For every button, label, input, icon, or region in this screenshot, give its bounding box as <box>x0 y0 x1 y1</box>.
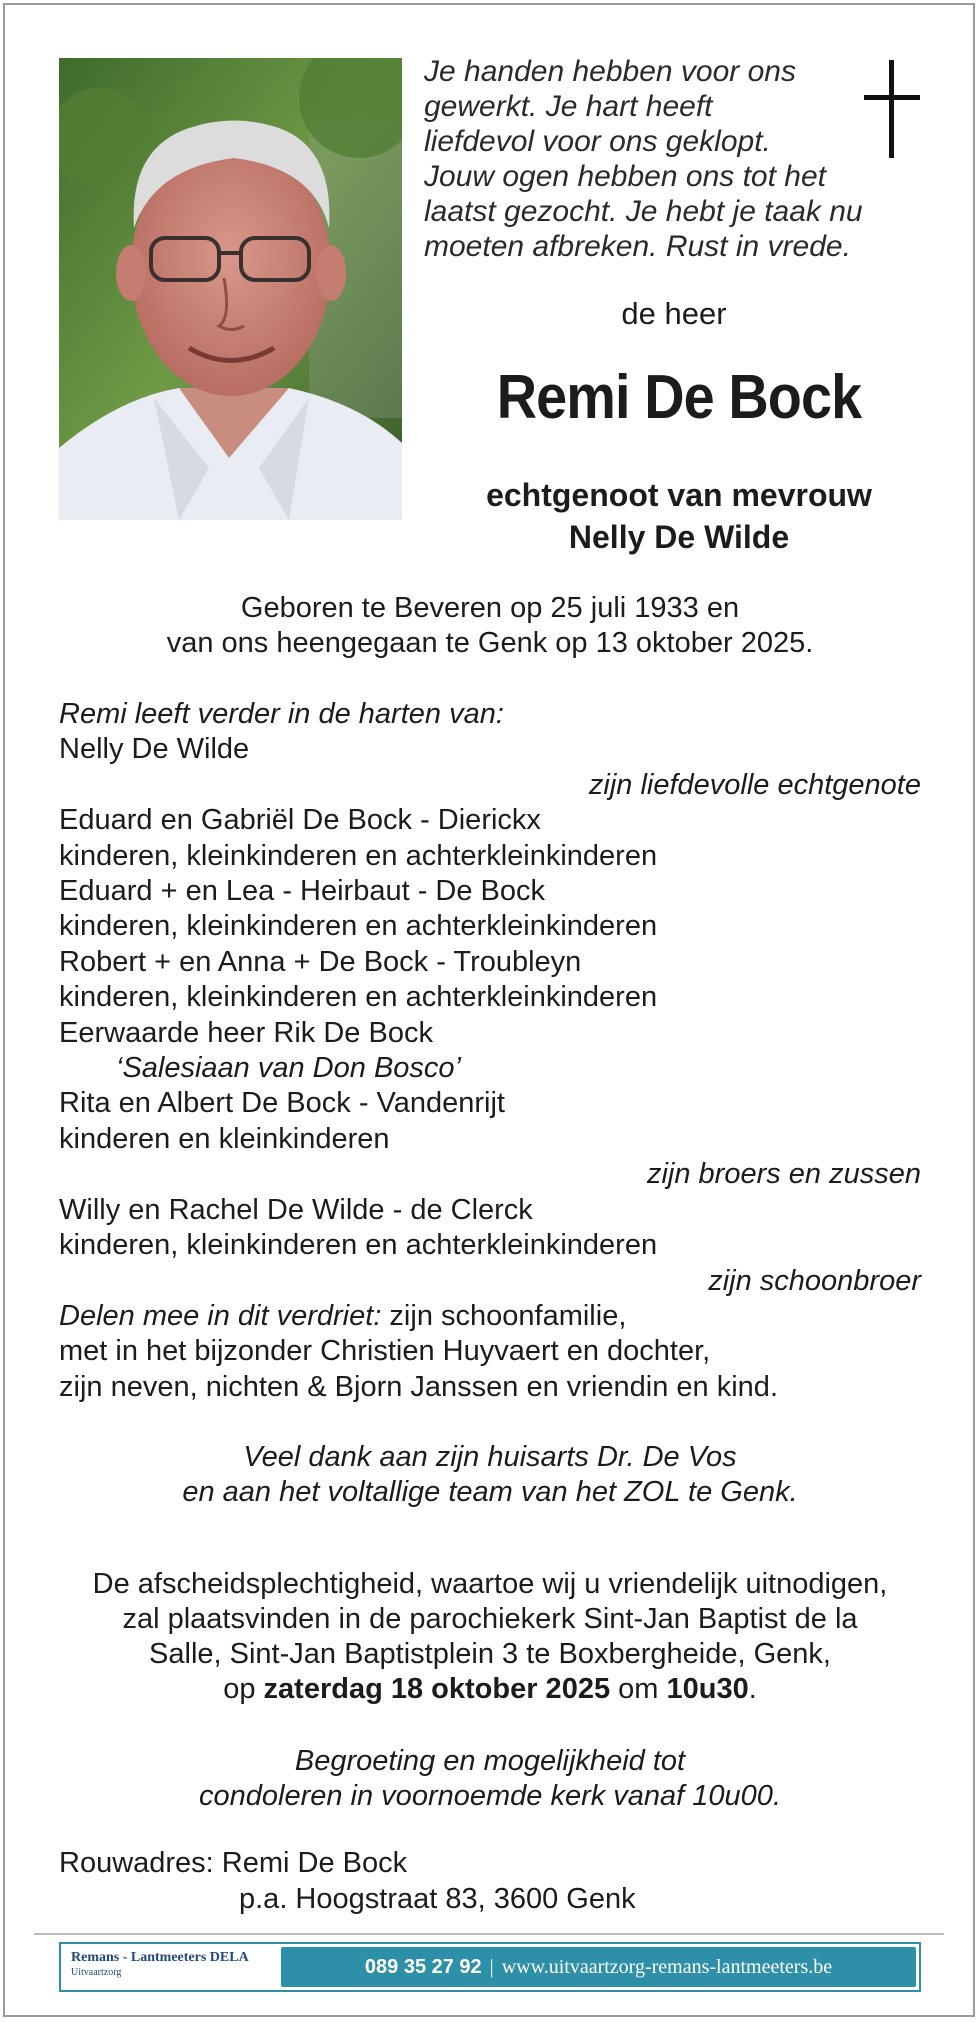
ceremony-date: zaterdag 18 oktober 2025 <box>263 1673 611 1705</box>
family-relation: zijn broers en zussen <box>646 1158 921 1191</box>
family-line: Eduard en Gabriël De Bock - Dierickx <box>59 804 541 837</box>
address-line: Rouwadres: Remi De Bock <box>59 1847 408 1879</box>
mourning-address <box>59 1845 636 1917</box>
family-line: kinderen, kleinkinderen en achterkleinkinderen <box>59 1229 658 1262</box>
condolence-line: condoleren in voornoemde kerk vanaf 10u00. <box>199 1780 781 1812</box>
ceremony-info <box>59 1567 921 1707</box>
family-line: kinderen, kleinkinderen en achterkleinkinderen <box>59 981 658 1014</box>
family-line: kinderen, kleinkinderen en achterkleinkinderen <box>59 839 658 872</box>
salutation: de heer <box>621 296 727 331</box>
ceremony-line: Salle, Sint-Jan Baptistplein 3 te Boxbergheide, Genk, <box>149 1638 831 1670</box>
condolence-info <box>59 1744 921 1814</box>
family-line: kinderen, kleinkinderen en achterkleinkinderen <box>59 910 658 943</box>
birth-death-info <box>59 591 921 661</box>
portrait-photo <box>59 58 402 520</box>
family-intro: Remi leeft verder in de harten van: <box>59 698 504 730</box>
family-line: Eerwaarde heer Rik De Bock <box>59 1016 433 1049</box>
ceremony-op: op <box>223 1673 264 1705</box>
logo-name: Remans - Lantmeeters DELA <box>71 1950 249 1965</box>
thanks-line: en aan het voltallige team van het ZOL te Genk. <box>182 1476 798 1508</box>
poem-line: Je handen hebben voor ons <box>424 55 796 88</box>
family-line: Nelly De Wilde <box>59 733 250 766</box>
ceremony-date-line <box>59 1672 921 1707</box>
spouse-name: Nelly De Wilde <box>568 519 790 555</box>
cross-icon <box>862 60 922 165</box>
ceremony-line: De afscheidsplechtigheid, waartoe wij u vriendelijk uitnodigen, <box>92 1568 888 1600</box>
ceremony-end: . <box>748 1673 757 1705</box>
separator: | <box>489 1955 494 1978</box>
divider <box>34 1933 944 1935</box>
family-line: kinderen en kleinkinderen <box>59 1122 390 1155</box>
phone-number[interactable]: 089 35 27 92 <box>364 1955 482 1978</box>
family-relation: zijn schoonbroer <box>708 1264 921 1297</box>
family-list <box>59 697 921 1405</box>
ceremony-om: om <box>610 1673 667 1705</box>
logo-subtitle: Uitvaartzorg <box>71 1967 122 1978</box>
poem-line: Jouw ogen hebben ons tot het <box>424 160 826 193</box>
birth-line: Geboren te Beveren op 25 juli 1933 en <box>240 592 740 624</box>
share-line: met in het bijzonder Christien Huyvaert en dochter, <box>59 1335 711 1368</box>
thanks-note <box>59 1440 921 1510</box>
ceremony-line: zal plaatsvinden in de parochiekerk Sint-Jan Baptist de la <box>122 1603 858 1635</box>
poem-line: liefdevol voor ons geklopt. <box>424 125 771 158</box>
family-line: Willy en Rachel De Wilde - de Clerck <box>59 1193 533 1226</box>
funeral-home-banner <box>59 1942 921 1992</box>
death-line: van ons heengegaan te Genk op 13 oktober 2025. <box>166 627 814 659</box>
funeral-home-logo <box>61 1944 281 1990</box>
family-line: Rita en Albert De Bock - Vandenrijt <box>59 1087 505 1120</box>
share-line: zijn neven, nichten & Bjorn Janssen en vriendin en kind. <box>59 1370 778 1403</box>
poem <box>424 54 884 264</box>
poem-line: moeten afbreken. Rust in vrede. <box>424 230 851 263</box>
condolence-line: Begroeting en mogelijkheid tot <box>294 1745 686 1777</box>
family-relation: zijn liefdevolle echtgenote <box>588 768 921 801</box>
share-line <box>59 1299 921 1334</box>
share-text: zijn schoonfamilie, <box>381 1299 627 1332</box>
spouse-line <box>424 474 934 558</box>
website-link[interactable]: www.uitvaartzorg-remans-lantmeeters.be <box>501 1955 833 1978</box>
family-note: ‘Salesiaan van Don Bosco’ <box>116 1052 461 1085</box>
contact-bar <box>281 1947 916 1987</box>
spouse-relation: echtgenoot van mevrouw <box>486 477 872 513</box>
poem-line: gewerkt. Je hart heeft <box>424 90 713 123</box>
ceremony-time: 10u30 <box>666 1673 749 1705</box>
thanks-line: Veel dank aan zijn huisarts Dr. De Vos <box>243 1441 737 1473</box>
family-line: Robert + en Anna + De Bock - Troubleyn <box>59 945 582 978</box>
poem-line: laatst gezocht. Je hebt je taak nu <box>424 195 863 228</box>
deceased-name: Remi De Bock <box>496 363 862 432</box>
share-label: Delen mee in dit verdriet: <box>59 1299 382 1332</box>
family-line: Eduard + en Lea - Heirbaut - De Bock <box>59 875 546 908</box>
address-line: p.a. Hoogstraat 83, 3600 Genk <box>239 1883 636 1915</box>
